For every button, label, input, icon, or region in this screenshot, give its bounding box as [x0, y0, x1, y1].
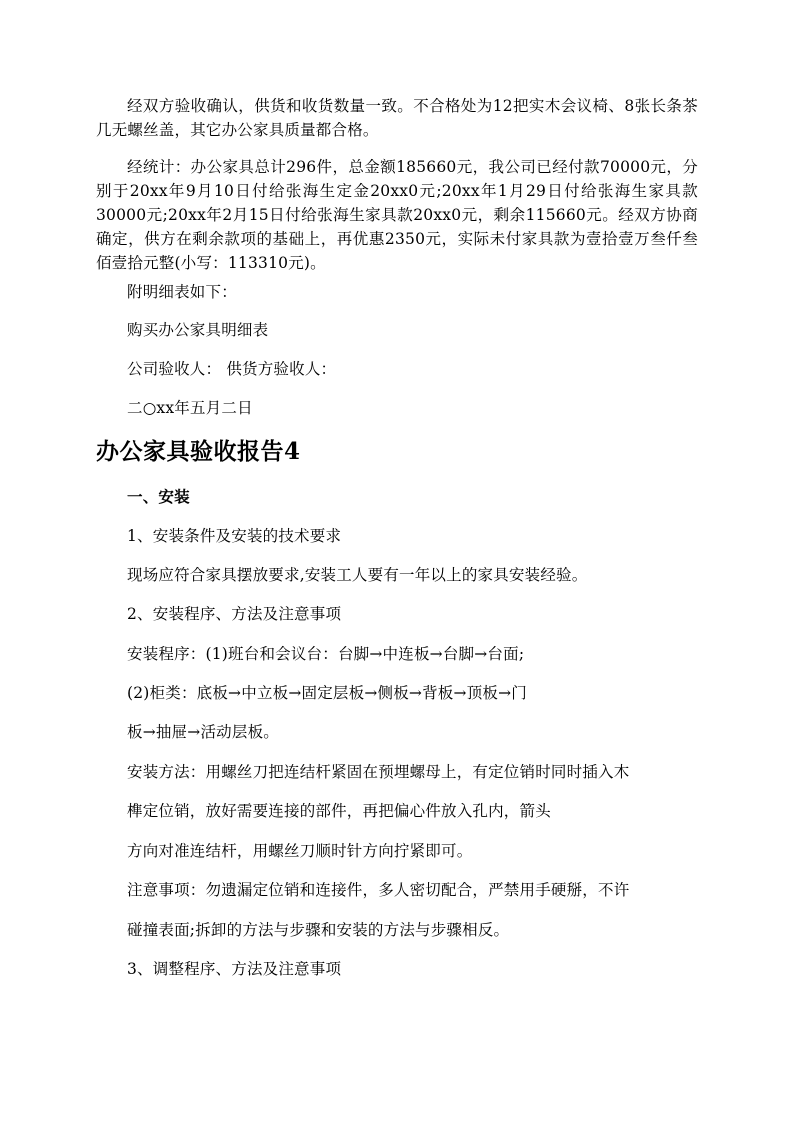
method-line-3: 方向对准连结杆，用螺丝刀顺时针方向拧紧即可。 [127, 842, 473, 860]
procedure-line-1: 安装程序：(1)班台和会议台：台脚→中连板→台脚→台面; [127, 645, 525, 663]
date-line: 二○xx年五月二日 [127, 399, 253, 417]
item-adjust-procedure: 3、调整程序、方法及注意事项 [127, 960, 342, 978]
section-heading: 办公家具验收报告4 [96, 438, 301, 465]
statistics-paragraph: 经统计：办公家具总计296件，总金额185660元，我公司已经付款70000元，分别于20xx年9月10日付给张海生定金20xx0元;20xx年1月29日付给张海生家具款30000元;20xx年2月15日付给张海生家具款20xx0元，剩余115660元。经双方协商确定，供方在剩余款项的基础上，再优惠2350元，实际未付家具款为壹拾壹万叁仟叁佰壹拾元整(小写：113310元)。 [96, 158, 698, 272]
procedure-line-2: (2)柜类：底板→中立板→固定层板→侧板→背板→顶板→门 [127, 684, 527, 702]
signers-line: 公司验收人： 供货方验收人： [127, 360, 337, 378]
install-conditions-text: 现场应符合家具摆放要求,安装工人要有一年以上的家具安装经验。 [127, 566, 588, 584]
appendix-line: 附明细表如下： [127, 283, 237, 301]
method-line-2: 榫定位销，放好需要连接的部件，再把偏心件放入孔内，箭头 [127, 802, 551, 820]
acceptance-paragraph: 经双方验收确认，供货和收货数量一致。不合格处为12把实木会议椅、8张长条茶几无螺丝盖，其它办公家具质量都合格。 [96, 97, 698, 139]
detail-table-title: 购买办公家具明细表 [127, 321, 269, 339]
subheading-install: 一、安装 [127, 487, 190, 506]
item-install-conditions: 1、安装条件及安装的技术要求 [127, 527, 342, 545]
procedure-line-3: 板→抽屉→活动层板。 [127, 723, 279, 741]
notes-line-1: 注意事项：勿遗漏定位销和连接件，多人密切配合，严禁用手硬掰，不许 [127, 881, 630, 899]
item-install-procedure: 2、安装程序、方法及注意事项 [127, 605, 342, 623]
notes-line-2: 碰撞表面;拆卸的方法与步骤和安装的方法与步骤相反。 [127, 921, 510, 939]
method-line-1: 安装方法：用螺丝刀把连结杆紧固在预埋螺母上，有定位销时同时插入木 [127, 763, 630, 781]
